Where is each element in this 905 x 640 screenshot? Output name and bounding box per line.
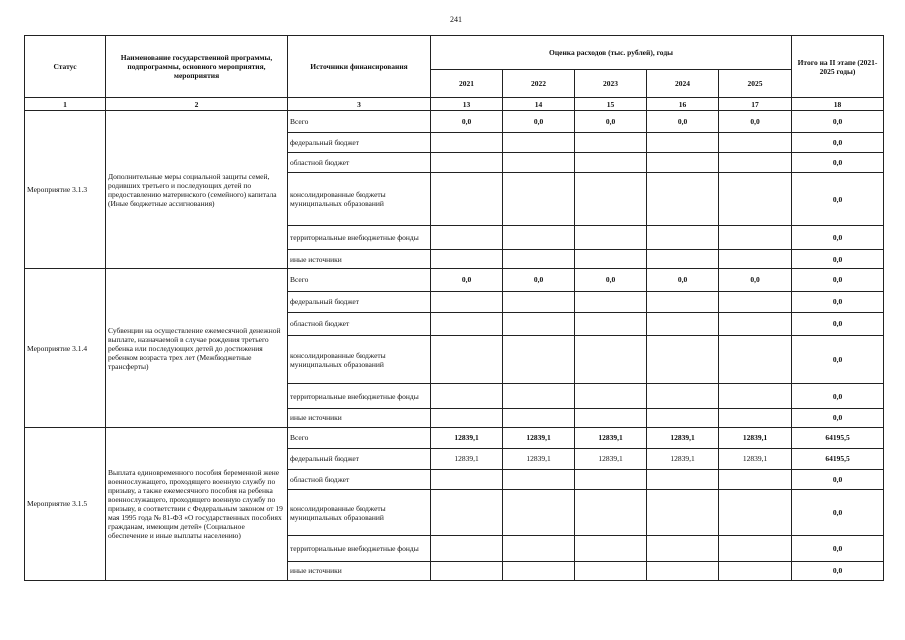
year-value-cell	[647, 536, 719, 561]
year-value-cell	[431, 561, 503, 580]
year-value-cell	[503, 312, 575, 335]
table-row	[25, 269, 884, 291]
year-value-cell	[719, 469, 792, 489]
header-year: 2022	[503, 69, 575, 98]
measure-status: Мероприятие 3.1.5	[25, 427, 106, 580]
year-value-cell	[647, 384, 719, 408]
measure-status: Мероприятие 3.1.3	[25, 110, 106, 268]
year-value-cell: 12839,1	[647, 448, 719, 469]
total-value-cell: 0,0	[792, 490, 884, 536]
funding-source: Всего	[288, 427, 431, 448]
year-value-cell: 12839,1	[575, 427, 647, 448]
funding-source: областной бюджет	[288, 312, 431, 335]
year-value-cell	[647, 312, 719, 335]
year-value-cell	[431, 536, 503, 561]
year-value-cell	[719, 291, 792, 312]
year-value-cell: 12839,1	[719, 448, 792, 469]
year-value-cell	[503, 335, 575, 384]
funding-source: иные источники	[288, 408, 431, 427]
year-value-cell	[503, 226, 575, 250]
year-value-cell	[719, 408, 792, 427]
budget-table	[24, 35, 884, 581]
funding-source: областной бюджет	[288, 469, 431, 489]
year-value-cell	[431, 133, 503, 153]
total-value-cell: 64195,5	[792, 427, 884, 448]
year-value-cell	[575, 291, 647, 312]
year-value-cell	[503, 133, 575, 153]
funding-source: территориальные внебюджетные фонды	[288, 536, 431, 561]
total-value-cell: 0,0	[792, 250, 884, 269]
year-value-cell	[647, 490, 719, 536]
year-value-cell	[719, 561, 792, 580]
measure-name: Выплата единовременного пособия беременной жене военнослужащего, проходящего военную службу по призыву, а также ежемесячного пособия на ребенка военнослужащего, проходящего военную службу по призыву, в соответствии с Федеральным законом от 19 мая 1995 года № 81-ФЗ «О государственных пособиях гражданам, имеющим детей» (Социальное обеспечение и иные выплаты населению)	[106, 427, 288, 580]
year-value-cell	[719, 153, 792, 173]
year-value-cell: 0,0	[575, 269, 647, 291]
total-value-cell: 64195,5	[792, 448, 884, 469]
column-number: 2	[106, 98, 288, 111]
year-value-cell	[575, 561, 647, 580]
year-value-cell	[575, 335, 647, 384]
year-value-cell: 0,0	[503, 269, 575, 291]
total-value-cell: 0,0	[792, 469, 884, 489]
header-total: Итого на II этапе (2021-2025 годы)	[792, 36, 884, 98]
measure-name: Субвенции на осуществление ежемесячной денежной выплате, назначаемой в случае рождения третьего ребенка или последующих детей до достижения ребенком возраста трех лет (Межбюджетные трансферты)	[106, 269, 288, 427]
year-value-cell	[575, 173, 647, 226]
year-value-cell	[431, 469, 503, 489]
year-value-cell	[503, 153, 575, 173]
year-value-cell	[719, 490, 792, 536]
year-value-cell	[719, 250, 792, 269]
total-value-cell: 0,0	[792, 173, 884, 226]
total-value-cell: 0,0	[792, 335, 884, 384]
total-value-cell: 0,0	[792, 408, 884, 427]
year-value-cell	[575, 536, 647, 561]
year-value-cell	[647, 153, 719, 173]
year-value-cell	[719, 312, 792, 335]
year-value-cell	[503, 469, 575, 489]
year-value-cell	[431, 335, 503, 384]
total-value-cell: 0,0	[792, 269, 884, 291]
year-value-cell	[719, 335, 792, 384]
year-value-cell	[719, 384, 792, 408]
header-name: Наименование государственной программы, подпрограммы, основного мероприятия, мероприятия	[106, 36, 288, 98]
year-value-cell	[647, 469, 719, 489]
year-value-cell	[431, 490, 503, 536]
year-value-cell	[647, 226, 719, 250]
year-value-cell: 12839,1	[575, 448, 647, 469]
year-value-cell	[575, 408, 647, 427]
year-value-cell	[431, 312, 503, 335]
header-year: 2024	[647, 69, 719, 98]
year-value-cell	[647, 561, 719, 580]
year-value-cell	[647, 133, 719, 153]
total-value-cell: 0,0	[792, 561, 884, 580]
year-value-cell: 0,0	[719, 110, 792, 132]
total-value-cell: 0,0	[792, 110, 884, 132]
year-value-cell	[575, 490, 647, 536]
table-row	[25, 427, 884, 448]
year-value-cell	[431, 408, 503, 427]
year-value-cell	[503, 250, 575, 269]
column-number: 17	[719, 98, 792, 111]
total-value-cell: 0,0	[792, 384, 884, 408]
year-value-cell	[431, 291, 503, 312]
year-value-cell: 12839,1	[431, 427, 503, 448]
year-value-cell: 12839,1	[431, 448, 503, 469]
year-value-cell	[503, 536, 575, 561]
year-value-cell	[503, 173, 575, 226]
year-value-cell	[719, 133, 792, 153]
header-year: 2025	[719, 69, 792, 98]
funding-source: консолидированные бюджеты муниципальных образований	[288, 490, 431, 536]
year-value-cell: 0,0	[503, 110, 575, 132]
year-value-cell	[503, 561, 575, 580]
column-number: 16	[647, 98, 719, 111]
year-value-cell	[431, 153, 503, 173]
funding-source: консолидированные бюджеты муниципальных образований	[288, 173, 431, 226]
funding-source: Всего	[288, 269, 431, 291]
year-value-cell: 0,0	[647, 269, 719, 291]
funding-source: областной бюджет	[288, 153, 431, 173]
table-row	[25, 110, 884, 132]
header-sources: Источники финансирования	[288, 36, 431, 98]
year-value-cell	[575, 469, 647, 489]
funding-source: территориальные внебюджетные фонды	[288, 384, 431, 408]
funding-source: федеральный бюджет	[288, 448, 431, 469]
year-value-cell	[647, 250, 719, 269]
year-value-cell: 12839,1	[503, 427, 575, 448]
measure-name: Дополнительные меры социальной защиты семей, родивших третьего и последующих детей по предоставлению материнского (семейного) капитала (Иные бюджетные ассигнования)	[106, 110, 288, 268]
funding-source: федеральный бюджет	[288, 133, 431, 153]
year-value-cell	[575, 250, 647, 269]
year-value-cell	[503, 408, 575, 427]
total-value-cell: 0,0	[792, 153, 884, 173]
year-value-cell	[647, 408, 719, 427]
total-value-cell: 0,0	[792, 226, 884, 250]
year-value-cell	[431, 384, 503, 408]
header-status: Статус	[25, 36, 106, 98]
year-value-cell: 0,0	[575, 110, 647, 132]
year-value-cell	[647, 335, 719, 384]
funding-source: консолидированные бюджеты муниципальных образований	[288, 335, 431, 384]
year-value-cell	[575, 153, 647, 173]
year-value-cell: 0,0	[431, 110, 503, 132]
year-value-cell	[431, 173, 503, 226]
year-value-cell	[647, 291, 719, 312]
year-value-cell	[575, 133, 647, 153]
header-year: 2021	[431, 69, 503, 98]
year-value-cell	[575, 384, 647, 408]
header-year: 2023	[575, 69, 647, 98]
year-value-cell: 12839,1	[503, 448, 575, 469]
page-number: 241	[450, 15, 462, 24]
column-number: 14	[503, 98, 575, 111]
year-value-cell	[503, 490, 575, 536]
year-value-cell	[719, 536, 792, 561]
year-value-cell	[431, 226, 503, 250]
funding-source: территориальные внебюджетные фонды	[288, 226, 431, 250]
year-value-cell	[431, 250, 503, 269]
column-number: 3	[288, 98, 431, 111]
year-value-cell	[503, 384, 575, 408]
year-value-cell	[647, 173, 719, 226]
funding-source: иные источники	[288, 250, 431, 269]
year-value-cell	[719, 173, 792, 226]
funding-source: федеральный бюджет	[288, 291, 431, 312]
year-value-cell	[575, 226, 647, 250]
year-value-cell	[575, 312, 647, 335]
funding-source: иные источники	[288, 561, 431, 580]
year-value-cell: 0,0	[431, 269, 503, 291]
funding-source: Всего	[288, 110, 431, 132]
year-value-cell: 0,0	[647, 110, 719, 132]
column-number: 18	[792, 98, 884, 111]
column-number: 13	[431, 98, 503, 111]
total-value-cell: 0,0	[792, 312, 884, 335]
column-number: 1	[25, 98, 106, 111]
total-value-cell: 0,0	[792, 291, 884, 312]
total-value-cell: 0,0	[792, 536, 884, 561]
year-value-cell: 12839,1	[647, 427, 719, 448]
total-value-cell: 0,0	[792, 133, 884, 153]
year-value-cell: 12839,1	[719, 427, 792, 448]
year-value-cell	[719, 226, 792, 250]
year-value-cell	[503, 291, 575, 312]
measure-status: Мероприятие 3.1.4	[25, 269, 106, 427]
header-estimate: Оценка расходов (тыс. рублей), годы	[431, 36, 792, 70]
column-number: 15	[575, 98, 647, 111]
year-value-cell: 0,0	[719, 269, 792, 291]
